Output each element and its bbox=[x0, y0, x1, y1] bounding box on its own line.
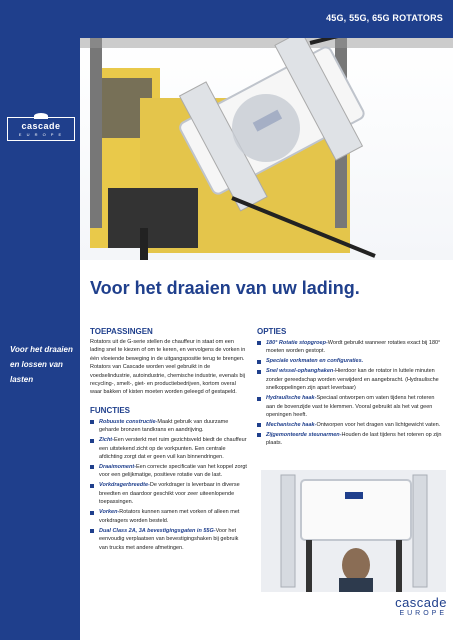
rotator-product-photo bbox=[261, 470, 446, 592]
bullet-square-icon bbox=[90, 511, 94, 515]
bullet-square-icon bbox=[90, 529, 94, 533]
rotator-plate-front bbox=[301, 480, 411, 540]
page-title: 45G, 55G, 65G ROTATORS bbox=[326, 13, 443, 23]
side-arm-left bbox=[281, 475, 295, 587]
list-item: Snel wissel-ophanghaken-Hierdoor kan de rotator in luttele minuten zonder gereedschap worden verwijderd en aangebracht. (Hydraulische snelkoppelingen zijn apart leverbaar) bbox=[257, 367, 445, 392]
list-item: Hydraulische haak-Speciaal ontworpen om vaten tijdens het roteren aan de bovenzijde vast te klemmen. Vooral gebruikt als het vat geen openingen heeft. bbox=[257, 394, 445, 419]
footer-logo bbox=[368, 596, 447, 618]
opties-heading: OPTIES bbox=[257, 327, 287, 336]
bullet-square-icon bbox=[90, 420, 94, 424]
bullet-square-icon bbox=[257, 360, 261, 364]
functies-list bbox=[90, 418, 248, 552]
operator-shoulders bbox=[339, 578, 373, 592]
headline: Voor het draaien van uw lading. bbox=[90, 278, 360, 298]
list-item: Zijgemonteerde steunarmen-Houden de last tijdens het roteren op zijn plaats. bbox=[257, 431, 445, 448]
side-arm-right bbox=[413, 475, 427, 587]
cascade-logo bbox=[7, 117, 75, 141]
list-item: Dual Class 2A, 3A bevestigingsgaten in 55G-Voor het eenvoudig verplaatsen van bevestigingshaken bij gebruik van trucks met andere afmetingen. bbox=[90, 527, 248, 552]
list-item: Draaimoment-Een correcte specificatie van het koppel zorgt voor een gelijkmatige, positieve rotatie van de last. bbox=[90, 463, 248, 480]
fork-right bbox=[396, 540, 402, 592]
bullet-square-icon bbox=[90, 484, 94, 488]
list-item: Robuuste constructie-Maakt gebruik van duurzame geharde bronzen tandkrans en aandrijving. bbox=[90, 418, 248, 435]
list-item: Vorkdragerbreedte-De vorkdrager is leverbaar in diverse breedten en daardoor geschikt voor zeer uiteenlopende toepassingen. bbox=[90, 481, 248, 506]
bullet-square-icon bbox=[90, 465, 94, 469]
right-column bbox=[257, 326, 445, 449]
list-item: Mechanische haak-Ontworpen voor het dragen van lichtgewicht vaten. bbox=[257, 421, 445, 429]
functies-heading: FUNCTIES bbox=[90, 405, 130, 415]
bullet-square-icon bbox=[257, 397, 261, 401]
hero-forklift-photo bbox=[80, 38, 453, 260]
toepassingen-heading: TOEPASSINGEN bbox=[90, 327, 153, 336]
mast-left bbox=[90, 38, 102, 228]
logo-emblem-icon bbox=[34, 113, 48, 119]
rotator-badge bbox=[345, 492, 363, 499]
opties-list bbox=[257, 339, 445, 448]
list-item: Speciale vorkmaten en configuraties. bbox=[257, 357, 445, 365]
bullet-square-icon bbox=[257, 341, 261, 345]
toepassingen-text: Rotators uit de G-serie stellen de chauffeur in staat om een lading snel te kiezen of om te keren, en vervolgens de vorken in één vloeiende beweging in de uitgangspositie terug te brengen. Rotators van Cascade worden veel gebruikt in de voedselindustrie, autoindustrie, chemische industrie, evenals bij recycling-, smelt-, giet- en productiebedrijven, kortom overal waar bakken of kisten moeten worden geleegd of gestapeld. bbox=[90, 339, 246, 396]
forklift-rotator-illustration bbox=[80, 38, 453, 260]
rotator-front-illustration bbox=[261, 470, 446, 592]
header-strip bbox=[80, 0, 453, 38]
left-column bbox=[90, 326, 248, 554]
logo-subtext: E U R O P E bbox=[18, 132, 64, 137]
bullet-square-icon bbox=[257, 370, 261, 374]
list-item: 180° Rotatie stopgroep-Wordt gebruikt wanneer rotaties exact bij 180° moeten worden gestopt. bbox=[257, 339, 445, 356]
fork-left bbox=[306, 540, 312, 592]
fork-tine-left bbox=[140, 228, 148, 260]
operator-face bbox=[342, 548, 370, 582]
overhead-guard bbox=[80, 38, 453, 48]
bullet-square-icon bbox=[257, 423, 261, 427]
side-tagline: Voor het draaien en lossen van lasten bbox=[10, 345, 73, 384]
left-sidebar-band bbox=[0, 0, 80, 640]
footer-logo-subtext: EUROPE bbox=[399, 610, 447, 617]
forklift-counterweight bbox=[108, 188, 198, 248]
rotator-hub bbox=[232, 94, 300, 162]
logo-text: cascade bbox=[21, 121, 61, 131]
bullet-square-icon bbox=[257, 433, 261, 437]
footer-logo-text: cascade bbox=[395, 595, 447, 610]
list-item: Zicht-Een versterkt met ruim gezichtsveld biedt de chauffeur een uitstekend zicht op de vorkpunten. Een centrale afdichting zorgt dat er geen vuil kan binnendringen. bbox=[90, 436, 248, 461]
list-item: Vorken-Rotators kunnen samen met vorken of alleen met vorkdragers worden besteld. bbox=[90, 508, 248, 525]
bullet-square-icon bbox=[90, 439, 94, 443]
